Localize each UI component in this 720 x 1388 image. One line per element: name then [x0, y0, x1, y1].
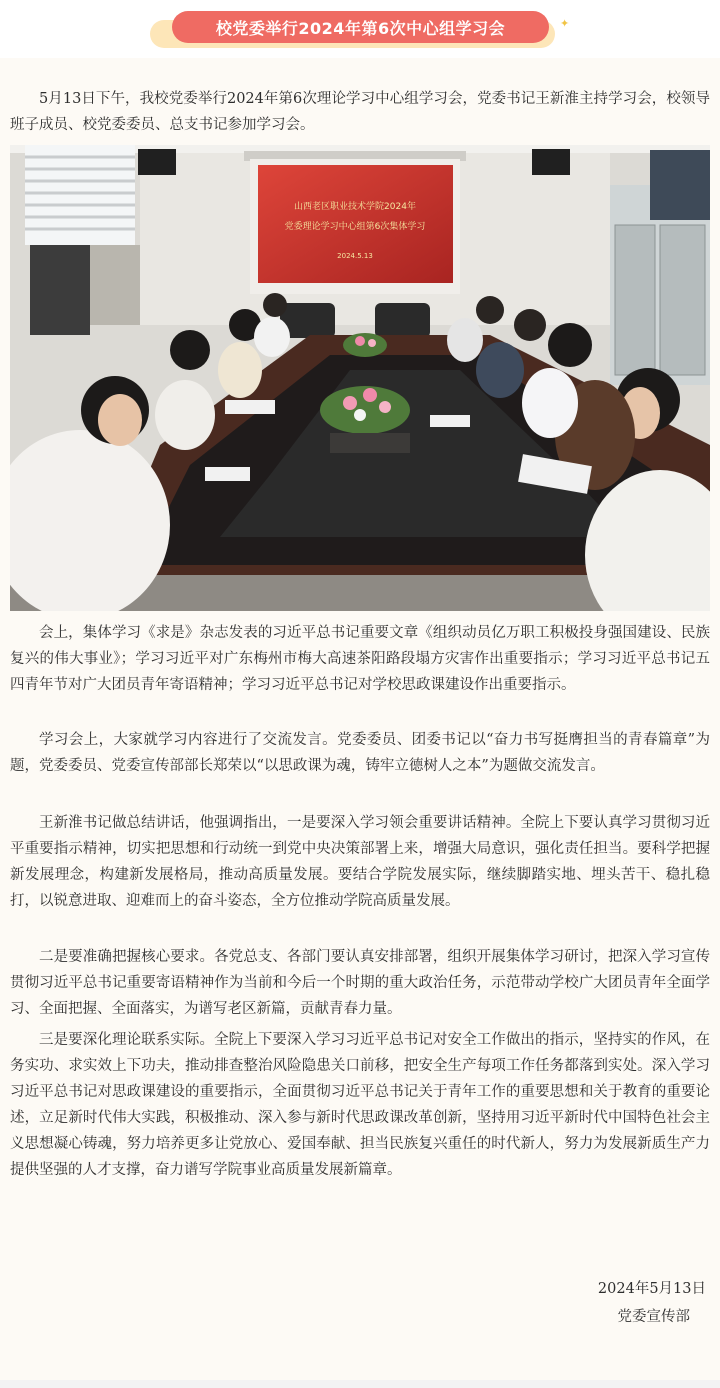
meeting-photo-illustration	[10, 145, 710, 611]
footer-divider	[0, 1380, 720, 1388]
screen-text-line1: 山西老区职业技术学院2024年	[294, 202, 416, 212]
screen-text-date: 2024.5.13	[337, 252, 373, 260]
article-department: 党委宣传部	[617, 1309, 690, 1325]
article-header	[0, 0, 720, 60]
paragraph-1: 会上，集体学习《求是》杂志发表的习近平总书记重要文章《组织动员亿万职工积极投身强国建设、民族复兴的伟大事业》；学习习近平对广东梅州市梅大高速茶阳路段塌方灾害作出重要指示；学习习近平总书记五四青年节对广大团员青年寄语精神；学习习近平总书记对学校思政课建设作出重要指示。	[10, 625, 710, 693]
page-title: 校党委举行2024年第6次中心组学习会	[172, 11, 549, 43]
intro-paragraph: 5月13日下午，我校党委举行2024年第6次理论学习中心组学习会，党委书记王新淮主持学习会，校领导班子成员、校党委委员、总支书记参加学习会。	[10, 91, 710, 133]
paragraph-5: 三是要深化理论联系实际。全院上下要深入学习习近平总书记对安全工作做出的指示，坚持实的作风，在务实功、求实效上下功夫，推动排查整治风险隐患关口前移，把安全生产每项工作任务都落到实处。深入学习习近平总书记对思政课建设的重要指示，全面贯彻习近平总书记关于青年工作的重要思想和关于教育的重要论述，立足新时代伟大实践，积极推动、深入参与新时代思政课改革创新，坚持用习近平新时代中国特色社会主义思想凝心铸魂，努力培养更多让党放心、爱国奉献、担当民族复兴重任的时代新人，努力为发展新质生产力提供坚强的人才支撑，奋力谱写学院事业高质量发展新篇章。	[10, 1032, 710, 1178]
article-date: 2024年5月13日	[597, 1281, 706, 1297]
paragraph-2: 学习会上，大家就学习内容进行了交流发言。党委委员、团委书记以“奋力书写挺膺担当的青春篇章”为题，党委委员、党委宣传部部长郑荣以“以思政课为魂，铸牢立德树人之本”为题做交流发言。	[10, 732, 710, 774]
screen-text-line2: 党委理论学习中心组第6次集体学习	[284, 222, 426, 232]
paragraph-4: 二是要准确把握核心要求。各党总支、各部门要认真安排部署，组织开展集体学习研讨，把深入学习宣传贯彻习近平总书记重要寄语精神作为当前和今后一个时期的重大政治任务，示范带动学校广大团员青年全面学习、全面把握、全面落实，为谱写老区新篇，贡献青春力量。	[10, 949, 710, 1017]
meeting-photo	[10, 145, 710, 611]
star-icon: ✦	[560, 17, 570, 30]
paragraph-3: 王新淮书记做总结讲话，他强调指出，一是要深入学习领会重要讲话精神。全院上下要认真学习贯彻习近平重要指示精神，切实把思想和行动统一到党中央决策部署上来，增强大局意识，强化责任担当。要科学把握新发展理念，构建新发展格局，推动高质量发展。要结合学院发展实际，继续脚踏实地、埋头苦干、稳扎稳打，以锐意进取、迎难而上的奋斗姿态，全方位推动学院高质量发展。	[10, 815, 710, 909]
